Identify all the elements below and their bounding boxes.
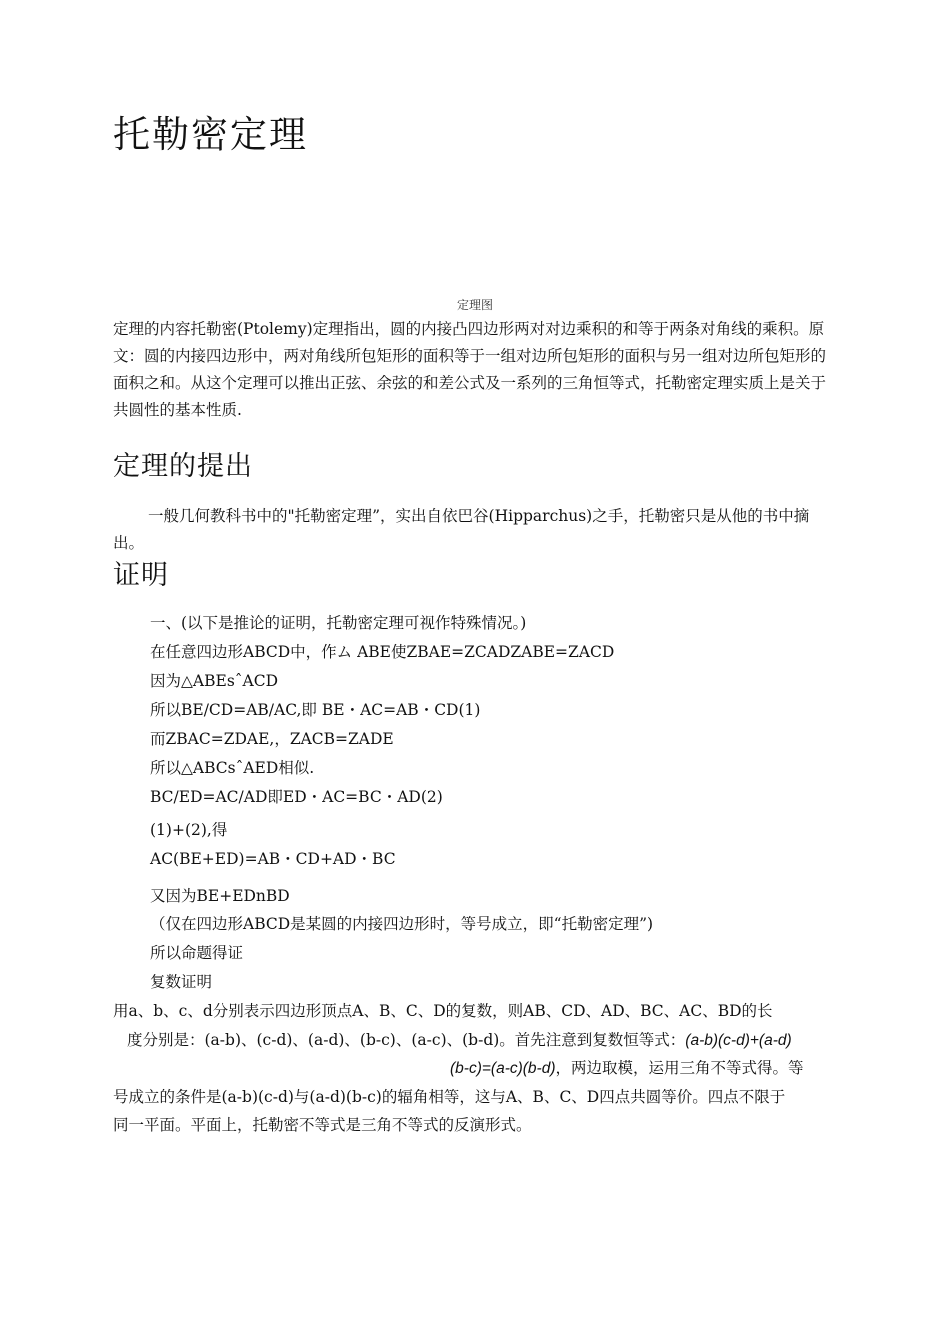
proof-line-2: 在任意四边形ABCD中，作ム ABE使ZBAE=ZCADZABE=ZACD	[150, 643, 615, 661]
figure-caption: 定理图	[456, 298, 493, 312]
complex-proof-line-5: 同一平面。平面上，托勒密不等式是三角不等式的反演形式。	[113, 1116, 532, 1134]
proof-line-4: 所以BE/CD=AB/AC,即 BE・AC=AB・CD(1)	[150, 701, 481, 719]
complex-identity-part-2: (b-c)=(a-c)(b-d)	[450, 1060, 556, 1077]
proof-line-7: BC/ED=AC/AD即ED・AC=BC・AD(2)	[150, 788, 443, 806]
complex-identity-part-1: (a-b)(c-d)+(a-d)	[685, 1032, 792, 1049]
proof-line-8: (1)+(2),得	[150, 821, 228, 839]
complex-proof-text-2: 度分别是：(a-b)、(c-d)、(a-d)、(b-c)、(a-c)、(b-d)。首先注意到复数恒等式：	[127, 1031, 686, 1049]
document-title: 托勒密定理	[113, 113, 308, 156]
proof-line-1: 一、(以下是推论的证明，托勒密定理可视作特殊情况。)	[150, 614, 527, 632]
complex-proof-line-4: 号成立的条件是(a-b)(c-d)与(a-d)(b-c)的辐角相等，这与A、B、C、D四点共圆等价。四点不限于	[113, 1088, 786, 1106]
proof-line-13: 复数证明	[150, 973, 213, 991]
proof-line-10: 又因为BE+EDnBD	[150, 887, 290, 905]
origin-paragraph: 一般几何教科书中的"托勒密定理”，实出自依巴谷(Hipparchus)之手，托勒密只是从他的书中摘出。	[113, 507, 810, 552]
proof-line-5: 而ZBAC=ZDAE,，ZACB=ZADE	[150, 730, 394, 748]
proof-line-12: 所以命题得证	[150, 944, 244, 962]
intro-paragraph: 定理的内容托勒密(Ptolemy)定理指出，圆的内接凸四边形两对对边乘积的和等于两条对角线的乘积。原文：圆的内接四边形中，两对角线所包矩形的面积等于一组对边所包矩形的面积与另一组对边所包矩形的面积之和。从这个定理可以推出正弦、余弦的和差公式及一系列的三角恒等式，托勒密定理实质上是关于共圆性的基本性质.	[113, 320, 827, 419]
proof-line-6: 所以△ABCsˆAED相似.	[150, 759, 315, 777]
proof-line-9: AC(BE+ED)=AB・CD+AD・BC	[150, 850, 396, 868]
proof-line-3: 因为△ABEsˆACD	[150, 672, 279, 690]
complex-proof-line-2	[127, 1028, 792, 1053]
complex-proof-line-1: 用a、b、c、d分别表示四边形顶点A、B、C、D的复数，则AB、CD、AD、BC、AC、BD的长	[113, 1002, 773, 1020]
proof-line-11: （仅在四边形ABCD是某圆的内接四边形时，等号成立，即“托勒密定理”)	[150, 915, 654, 933]
complex-proof-line-3	[450, 1056, 804, 1081]
section-heading-proof: 证明	[113, 560, 169, 591]
section-heading-origin: 定理的提出	[113, 451, 253, 482]
complex-proof-text-3: ，两边取模，运用三角不等式得。等	[555, 1059, 804, 1077]
